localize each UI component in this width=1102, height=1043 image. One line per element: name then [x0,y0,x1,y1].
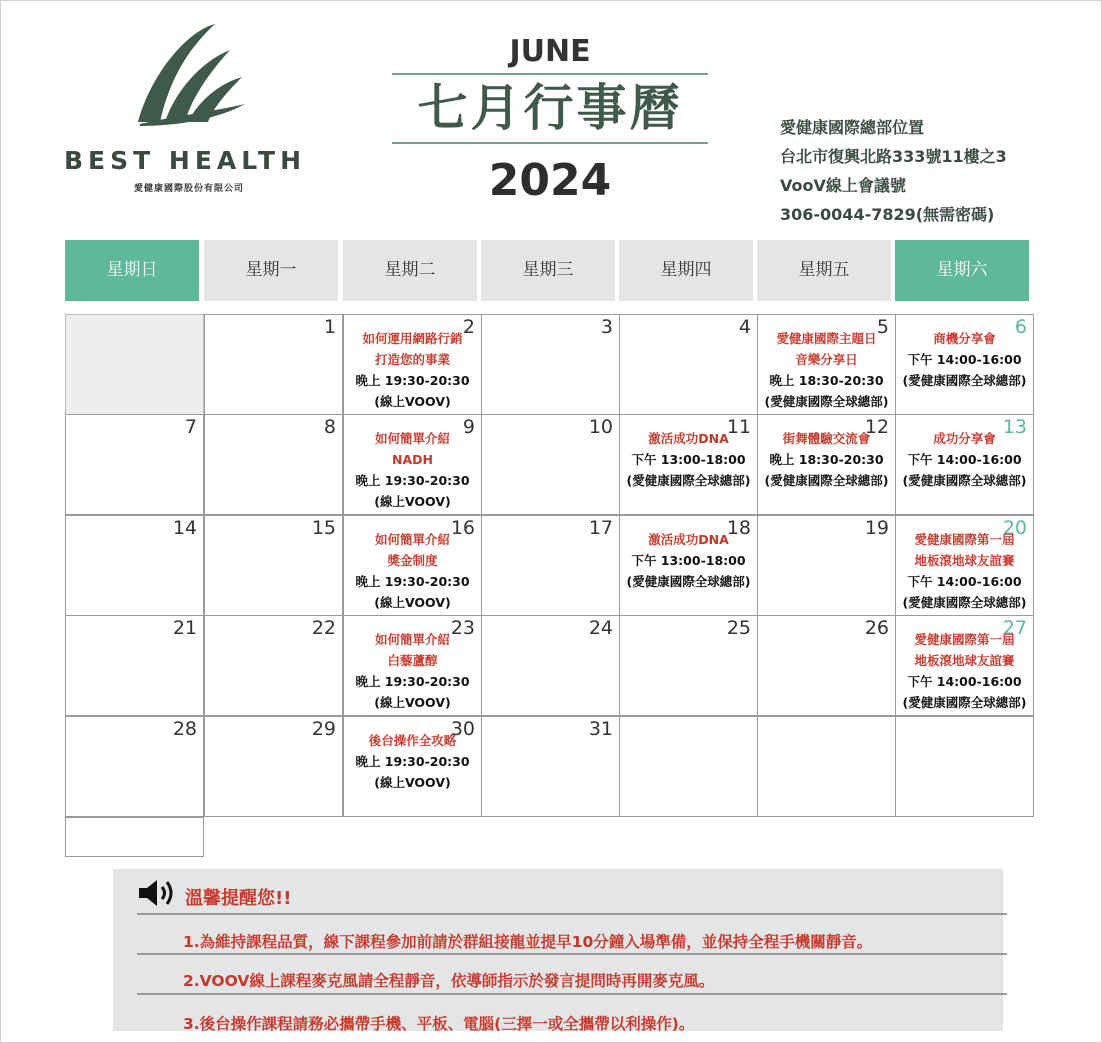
event-title: NADH [392,452,433,467]
weekday-3: 星期三 [481,240,615,301]
day-number: 29 [311,718,336,740]
event-detail: (愛健康國際全球總部) [764,473,889,488]
calendar-cell [65,414,204,515]
day-number: 26 [864,617,889,639]
brand-subtitle: 愛健康國際股份有限公司 [133,184,244,194]
day-number: 30 [450,718,475,740]
weekday-1: 星期一 [204,240,338,301]
event-title: 如何簡單介紹 [374,632,450,647]
day-number: 1 [323,316,336,338]
event-title: 愛健康國際第一屆 [914,632,1015,647]
day-number: 28 [172,718,197,740]
calendar-cell [757,515,896,616]
event-block [896,529,1033,613]
title-divider-bottom [392,142,708,144]
event-title: 地板滾地球友誼賽 [914,553,1015,568]
calendar-cell [895,716,1034,817]
day-number: 15 [311,517,336,539]
event-title: 地板滾地球友誼賽 [914,653,1015,668]
reminder-item: 1.為維持課程品質，線下課程參加前請於群組接龍並提早10分鐘入場準備，並保持全程手機關靜音。 [183,933,873,951]
day-number: 11 [726,416,751,438]
address-line: VooV線上會議號 [780,176,906,195]
event-detail: 下午 14:00-16:00 [907,674,1022,689]
event-block [344,629,481,713]
event-title: 打造您的事業 [374,352,450,367]
day-number: 2 [462,316,475,338]
day-number: 13 [1002,416,1027,438]
event-block [344,529,481,613]
event-title: 愛健康國際主題日 [776,331,877,346]
calendar-cell [343,515,482,616]
address-line: 愛健康國際總部位置 [780,118,925,137]
address-line: 台北市復興北路333號11樓之3 [780,147,1007,166]
event-title: 商機分享會 [933,331,996,346]
event-title: 如何簡單介紹 [374,532,450,547]
event-detail: (愛健康國際全球總部) [902,373,1027,388]
divider [137,913,1007,915]
calendar-cell [343,615,482,716]
day-number: 31 [588,718,613,740]
calendar-cell [204,515,343,616]
day-number: 18 [726,517,751,539]
event-title: 激活成功DNA [648,431,729,446]
weekday-6: 星期六 [895,240,1029,301]
event-block [896,629,1033,713]
day-number: 19 [864,517,889,539]
event-detail: 下午 14:00-16:00 [907,574,1022,589]
calendar-cell [65,615,204,716]
event-detail: 晚上 19:30-20:30 [355,574,470,589]
event-block [344,428,481,512]
address-line: 306-0044-7829(無需密碼) [780,205,995,224]
day-number: 3 [600,316,613,338]
calendar-cell [204,414,343,515]
calendar-cell [757,615,896,716]
calendar-title: 七月行事曆 [417,79,683,137]
calendar-cell [619,615,758,716]
calendar-cell [481,716,620,817]
calendar-cell [65,515,204,616]
day-number: 17 [588,517,613,539]
event-detail: (愛健康國際全球總部) [764,394,889,409]
calendar-cell [343,716,482,817]
calendar-cell [757,716,896,817]
day-number: 5 [876,316,889,338]
calendar-cell [343,314,482,415]
day-number: 21 [172,617,197,639]
event-detail: (線上VOOV) [374,494,451,509]
day-number: 8 [323,416,336,438]
calendar-cell [895,414,1034,515]
weekday-4: 星期四 [619,240,753,301]
event-block [344,730,481,793]
weekday-5: 星期五 [757,240,891,301]
event-detail: 下午 14:00-16:00 [907,352,1022,367]
day-number: 22 [311,617,336,639]
calendar-cell [65,314,204,415]
event-detail: (線上VOOV) [374,394,451,409]
day-number: 24 [588,617,613,639]
event-detail: (線上VOOV) [374,595,451,610]
event-title: 音樂分享日 [795,352,858,367]
day-number: 14 [172,517,197,539]
event-detail: 下午 14:00-16:00 [907,452,1022,467]
event-title: 成功分享會 [933,431,996,446]
event-block [758,328,895,412]
calendar-cell [895,615,1034,716]
calendar-cell [343,414,482,515]
event-block [896,428,1033,491]
calendar-cell [619,716,758,817]
event-block [896,328,1033,391]
event-title: 白藜蘆醇 [387,653,438,668]
reminder-item: 2.VOOV線上課程麥克風請全程靜音，依導師指示於發言提問時再開麥克風。 [183,972,715,990]
calendar-cell [895,314,1034,415]
event-detail: 晚上 19:30-20:30 [355,754,470,769]
calendar-cell [481,414,620,515]
event-block [344,328,481,412]
brand-name: BEST HEALTH [64,146,307,175]
day-number: 7 [184,416,197,438]
divider [137,993,1007,995]
event-detail: (線上VOOV) [374,775,451,790]
day-number: 20 [1002,517,1027,539]
calendar-cell [481,515,620,616]
event-title: 愛健康國際第一屆 [914,532,1015,547]
calendar-cell [757,314,896,415]
event-title: 如何運用網路行銷 [362,331,463,346]
event-detail: 下午 13:00-18:00 [631,553,746,568]
event-detail: (線上VOOV) [374,695,451,710]
weekday-2: 星期二 [343,240,477,301]
reminder-title: 溫馨提醒您!! [185,888,292,909]
event-detail: 下午 13:00-18:00 [631,452,746,467]
day-number: 9 [462,416,475,438]
event-block [758,428,895,491]
calendar-cell [204,314,343,415]
event-detail: (愛健康國際全球總部) [626,574,751,589]
event-title: 街舞體驗交流會 [782,431,871,446]
best-health-logo-icon [130,22,250,127]
event-detail: (愛健康國際全球總部) [902,695,1027,710]
calendar-cell-extra [65,817,204,857]
event-detail: 晚上 19:30-20:30 [355,373,470,388]
calendar-cell [204,716,343,817]
event-detail: (愛健康國際全球總部) [626,473,751,488]
calendar-cell [619,515,758,616]
title-divider-top [392,73,708,75]
calendar-cell [619,414,758,515]
event-detail: 晚上 19:30-20:30 [355,674,470,689]
calendar-cell [65,716,204,817]
event-detail: 晚上 18:30-20:30 [769,452,884,467]
event-detail: (愛健康國際全球總部) [902,595,1027,610]
event-title: 後台操作全攻略 [368,733,457,748]
day-number: 16 [450,517,475,539]
calendar-cell [481,314,620,415]
year: 2024 [488,155,612,206]
calendar-cell [481,615,620,716]
day-number: 6 [1014,316,1027,338]
day-number: 12 [864,416,889,438]
hq-address [780,113,1080,229]
event-detail: 晚上 19:30-20:30 [355,473,470,488]
calendar-cell [619,314,758,415]
divider [137,953,1007,955]
day-number: 10 [588,416,613,438]
event-title: 如何簡單介紹 [374,431,450,446]
calendar-cell [895,515,1034,616]
day-number: 23 [450,617,475,639]
reminder-item: 3.後台操作課程請務必攜帶手機、平板、電腦(三擇一或全攜帶以利操作)。 [183,1015,695,1033]
event-block [620,428,757,491]
event-block [620,529,757,592]
weekday-0: 星期日 [65,240,199,301]
event-title: 獎金制度 [387,553,438,568]
day-number: 27 [1002,617,1027,639]
event-detail: 晚上 18:30-20:30 [769,373,884,388]
speaker-icon [137,877,177,909]
calendar-cell [757,414,896,515]
calendar-cell [204,615,343,716]
event-title: 激活成功DNA [648,532,729,547]
event-detail: (愛健康國際全球總部) [902,473,1027,488]
day-number: 25 [726,617,751,639]
day-number: 4 [738,316,751,338]
month-english: JUNE [509,34,591,69]
